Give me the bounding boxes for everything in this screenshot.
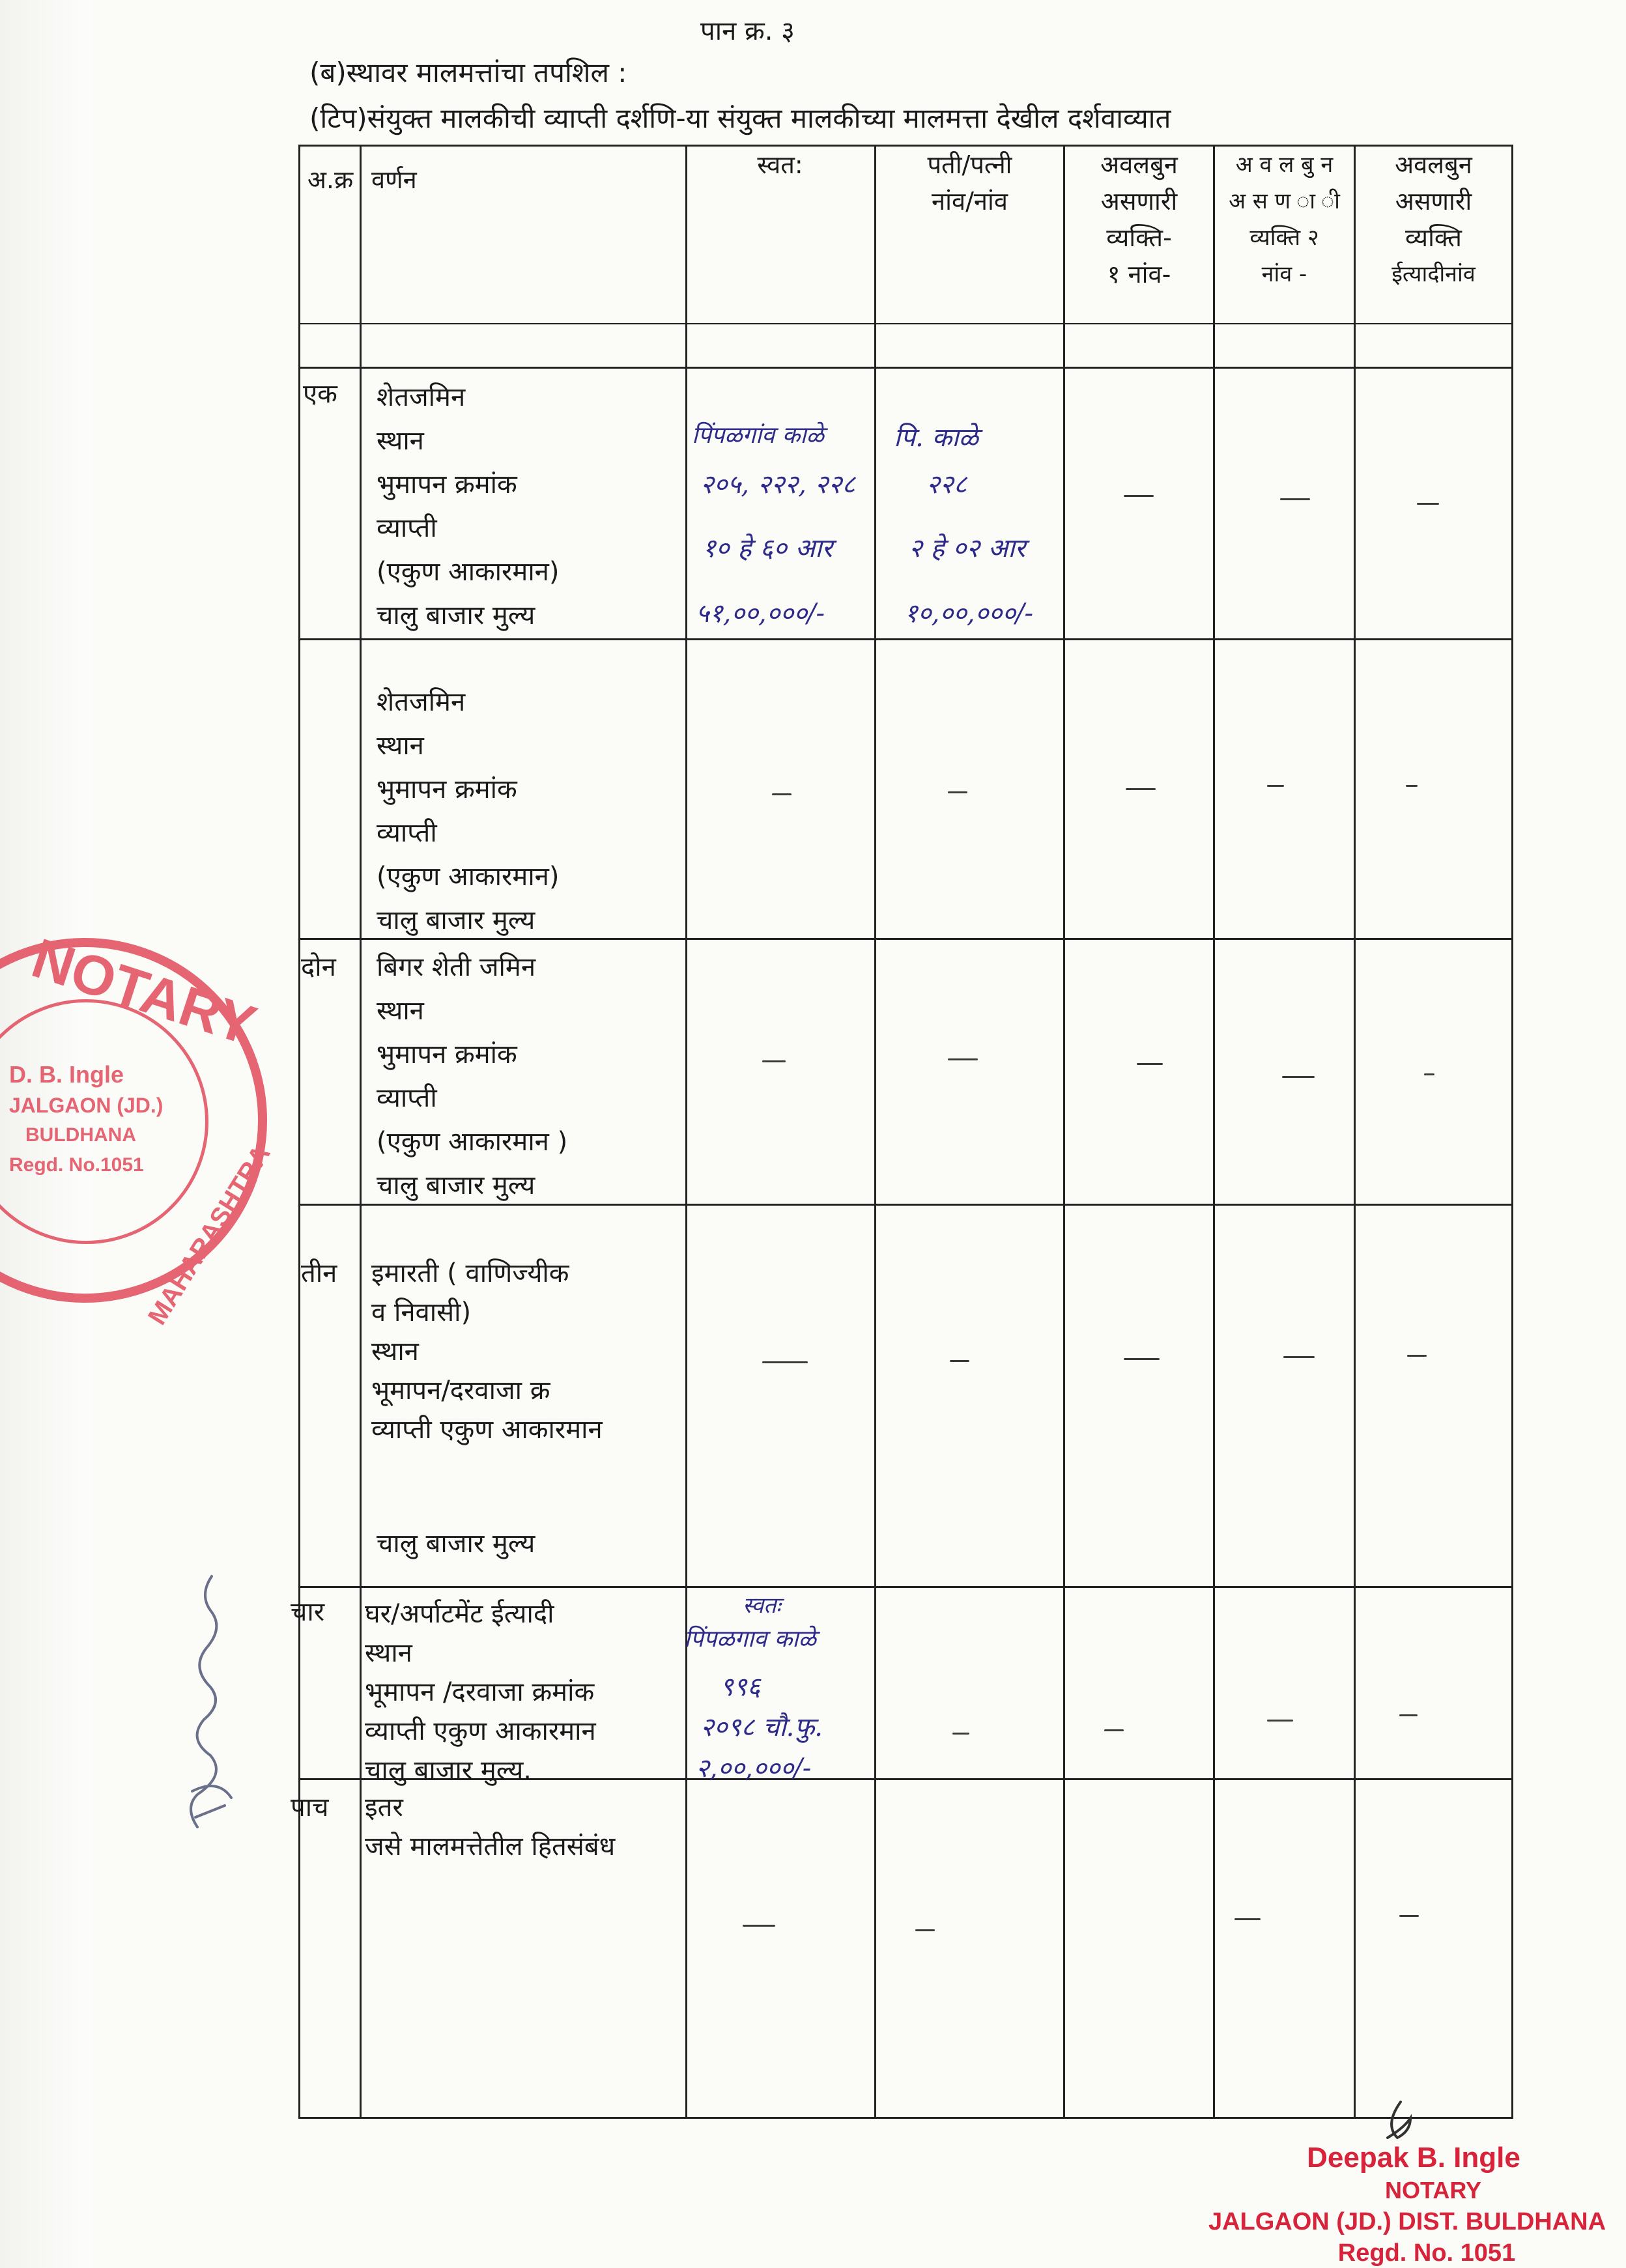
row5-line: स्थान <box>365 1638 412 1668</box>
row3-line: बिगर शेती जमिन <box>377 952 536 982</box>
notary-signature-stroke <box>1388 2102 1410 2138</box>
signature-stroke <box>192 1786 231 1817</box>
header-dependent-line: व्यक्ति- <box>1106 223 1172 252</box>
header-dependent-line: १ नांव- <box>1107 260 1171 289</box>
row1-line: (एकुण आकारमान) <box>377 557 560 587</box>
empty-cell-dash <box>1406 785 1418 787</box>
handwritten-value: २,००,०००/- <box>696 1753 812 1783</box>
header-description: वर्णन <box>371 165 417 194</box>
notary-title: NOTARY <box>1385 2177 1481 2204</box>
notary-seal-stamp <box>0 926 276 1330</box>
row2-line: व्याप्ती <box>377 818 437 848</box>
table-line <box>298 638 1513 640</box>
empty-cell-dash <box>743 1925 775 1927</box>
empty-cell-dash <box>1234 1918 1261 1920</box>
row2-line: स्थान <box>377 731 424 761</box>
signature <box>173 1570 251 1843</box>
empty-cell-dash <box>948 791 967 793</box>
row5-line: चालु बाजार मुल्य. <box>365 1755 532 1785</box>
header-sr: अ.क्र <box>307 165 354 194</box>
empty-cell-dash <box>1282 1076 1315 1078</box>
empty-cell-dash <box>1104 1729 1124 1731</box>
empty-cell-dash <box>1407 1355 1427 1357</box>
table-line <box>874 145 876 2119</box>
table-line <box>298 2117 1513 2119</box>
row1-line: चालु बाजार मुल्य <box>377 601 535 631</box>
empty-cell-dash <box>1424 1073 1434 1075</box>
empty-cell-dash <box>1124 1358 1160 1360</box>
seal-line-2: BULDHANA <box>25 1124 136 1146</box>
row-sr: एक <box>303 379 337 409</box>
row-sr: पाच <box>291 1793 329 1822</box>
handwritten-area: २०९८ चौ.फु. <box>700 1712 823 1742</box>
row2-line: भुमापन क्रमांक <box>377 774 517 804</box>
empty-cell-dash <box>1267 785 1284 787</box>
row1-line: व्याप्ती <box>377 513 437 543</box>
row6-line: इतर <box>365 1793 403 1822</box>
empty-cell-dash <box>1126 788 1156 790</box>
table-line <box>298 323 1513 324</box>
notary-registration: Regd. No. 1051 <box>1337 2239 1516 2267</box>
row5-line: व्याप्ती एकुण आकारमान <box>365 1716 596 1746</box>
row3-line: भुमापन क्रमांक <box>377 1040 517 1070</box>
row3-line: स्थान <box>377 996 424 1026</box>
handwritten-location: पिंपळगाव काळे <box>684 1626 816 1652</box>
header-self: स्वत: <box>757 150 803 179</box>
header-dependent-line: व्यक्ति २ <box>1249 225 1319 251</box>
seal-state-text: MAHARASHTRA <box>143 1140 276 1330</box>
handwritten-value: ५१,००,०००/- <box>696 599 825 629</box>
header-spouse-line: नांव/नांव <box>932 187 1008 216</box>
row6-line: जसे मालमत्तेतील हितसंबंध <box>365 1832 616 1862</box>
header-dependent-3 <box>1356 147 1511 292</box>
handwritten-area: १० हे ६० आर <box>702 533 833 563</box>
row2-line: (एकुण आकारमान) <box>377 862 560 892</box>
table-line <box>685 145 687 2119</box>
notary-place: JALGAON (JD.) DIST. BULDHANA <box>1208 2208 1606 2235</box>
handwritten-owner: स्वतः <box>743 1593 781 1619</box>
row2-line: चालु बाजार मुल्य <box>377 905 535 935</box>
header-dependent-line: नांव - <box>1261 261 1307 287</box>
handwritten-survey-no: २२८ <box>926 470 967 500</box>
row3-line: व्याप्ती <box>377 1083 437 1113</box>
table-line <box>298 938 1513 940</box>
empty-cell-dash <box>915 1929 935 1931</box>
row-sr: दोन <box>301 952 336 982</box>
empty-cell-dash <box>950 1360 969 1362</box>
table-line <box>298 367 1513 369</box>
table-line <box>298 1204 1513 1206</box>
header-dependent-2 <box>1215 147 1354 292</box>
page-number: पान क्र. ३ <box>700 16 795 46</box>
seal-line-1: JALGAON (JD.) <box>9 1094 164 1117</box>
row4-line: चालु बाजार मुल्य <box>377 1529 535 1559</box>
empty-cell-dash <box>948 1058 978 1060</box>
header-dependent-line: अवलबुन <box>1100 150 1178 179</box>
empty-cell-dash <box>1267 1720 1293 1722</box>
row5-line: भूमापन /दरवाजा क्रमांक <box>365 1677 595 1707</box>
header-dependent-line: अ व ल बु न <box>1235 152 1334 178</box>
empty-cell-dash <box>1124 495 1154 497</box>
empty-cell-dash <box>1399 1915 1419 1917</box>
empty-cell-dash <box>1283 1356 1315 1358</box>
handwritten-location: पिंपळगांव काळे <box>692 422 824 449</box>
row2-line: शेतजमिन <box>377 687 466 717</box>
handwritten-survey-no: २०५, २२२, २२८ <box>700 470 856 500</box>
table-line <box>298 1586 1513 1588</box>
row1-line: स्थान <box>377 426 424 456</box>
table-line <box>1354 145 1356 2119</box>
header-spouse-line: पती/पत्नी <box>927 150 1012 179</box>
row4-line: व्याप्ती एकुण आकारमान <box>371 1415 603 1445</box>
row-sr: तीन <box>301 1258 337 1288</box>
empty-cell-dash <box>1137 1063 1163 1065</box>
row4-line: इमारती ( वाणिज्यीक <box>371 1258 569 1288</box>
handwritten-survey-no: ९९६ <box>720 1672 761 1702</box>
row4-line: स्थान <box>371 1337 419 1367</box>
handwritten-area: २ हे ०२ आर <box>909 533 1026 563</box>
row3-line: चालु बाजार मुल्य <box>377 1170 535 1200</box>
header-dependent-line: अवलबुन <box>1395 150 1472 179</box>
seal-registration: Regd. No.1051 <box>9 1154 144 1176</box>
notary-signature <box>1375 2099 1427 2144</box>
row5-line: घर/अर्पाटमेंट ईत्यादी <box>365 1599 554 1629</box>
row4-line: व निवासी) <box>371 1297 472 1327</box>
header-dependent-line: अ स ण ा ी <box>1229 188 1340 214</box>
header-dependent-line: व्यक्ति <box>1405 223 1462 252</box>
table-line <box>360 145 362 2119</box>
table-line <box>1063 145 1065 2119</box>
header-dependent-line: असणारी <box>1395 187 1472 216</box>
header-spouse <box>876 147 1063 220</box>
empty-cell-dash <box>762 1361 808 1363</box>
empty-cell-dash <box>952 1733 969 1735</box>
seal-name: D. B. Ingle <box>9 1061 124 1088</box>
row4-line: भूमापन/दरवाजा क्र <box>371 1376 550 1406</box>
note-text: (टिप)संयुक्त मालकीची व्याप्ती दर्शणि-या संयुक्त मालकीच्या मालमत्ता देखील दर्शवाव्यात <box>309 102 1171 134</box>
row1-line: शेतजमिन <box>377 382 466 412</box>
header-dependent-1 <box>1065 147 1213 292</box>
section-title: (ब)स्थावर मालमत्तांचा तपशिल : <box>309 57 627 89</box>
empty-cell-dash <box>772 793 792 795</box>
empty-cell-dash <box>1280 498 1310 500</box>
handwritten-value: १०,००,०००/- <box>904 599 1034 629</box>
table-line <box>1511 145 1513 2119</box>
empty-cell-dash <box>762 1060 786 1062</box>
header-dependent-line: असणारी <box>1100 187 1178 216</box>
row-sr: चार <box>291 1597 325 1627</box>
seal-top-text: NOTARY <box>24 926 263 1058</box>
row3-line: (एकुण आकारमान ) <box>377 1127 568 1157</box>
empty-cell-dash <box>1417 503 1439 505</box>
header-dependent-line: ईत्यादीनांव <box>1391 261 1476 287</box>
handwritten-location: पि. काळे <box>894 423 978 453</box>
row1-line: भुमापन क्रमांक <box>377 470 517 500</box>
notary-name: Deepak B. Ingle <box>1307 2142 1520 2174</box>
empty-cell-dash <box>1399 1714 1418 1716</box>
table-line <box>1213 145 1215 2119</box>
